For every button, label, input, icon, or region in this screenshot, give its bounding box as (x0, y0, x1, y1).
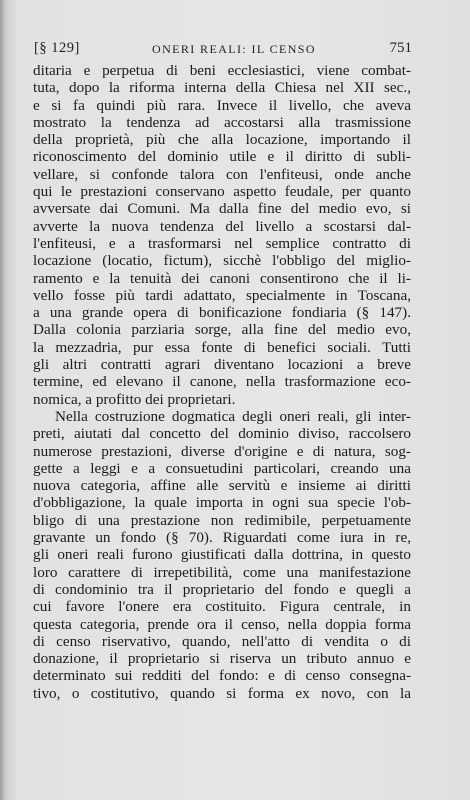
text-line: gli oneri reali furono giustificati dalla dottrina, in questo (33, 546, 411, 564)
text-line: donazione, il proprietario si riserva un tributo annuo e (33, 650, 411, 668)
text-line: nomica, a profitto dei proprietari. (33, 390, 236, 408)
text-line: numerose prestazioni, diverse d'origine e di natura, sog- (33, 442, 411, 460)
text-line: nuova categoria, affine alle servitù e insieme ai diritti (33, 477, 411, 495)
text-line: riconoscimento del dominio utile e il diritto di subli- (33, 148, 411, 166)
text-line: a una grande opera di bonificazione fondiaria (§ 147). (33, 304, 411, 322)
text-line: Dalla colonia parziaria sorge, alla fine del medio evo, (33, 321, 411, 339)
text-line: gette a leggi e a consuetudini particolari, creando una (33, 459, 411, 477)
text-line: gli altri contratti agrari diventano locazioni a breve (33, 356, 411, 374)
text-line: l'enfiteusi, e a trasformarsi nel semplice contratto di (33, 234, 411, 252)
text-line: questa categoria, prende ora il censo, nella doppia forma (33, 615, 411, 633)
text-line: di condominio tra il proprietario del fondo e quegli a (33, 580, 411, 598)
text-line: locazione (locatio, fictum), sicchè l'obbligo del miglio- (33, 252, 411, 270)
page-body (33, 62, 411, 702)
running-title: ONERI REALI: IL CENSO (152, 42, 316, 56)
text-line: tuta, dopo la riforma interna della Chiesa nel XII sec., (33, 79, 411, 97)
text-line: determinato sui redditi del fondo: e di censo consegna- (33, 667, 411, 685)
text-line: della proprietà, più che alla locazione, importando il (33, 131, 411, 149)
text-line: d'obbligazione, la quale importa in ogni sua specie l'ob- (33, 494, 411, 512)
text-line: loro carattere di irrepetibilità, come una manifestazione (33, 563, 411, 581)
text-line: preti, aiutati dal concetto del dominio diviso, raccolsero (33, 425, 411, 443)
text-line: cui favore l'onere era costituito. Figura centrale, in (33, 598, 411, 616)
text-line: vellare, si confonde talora con l'enfiteusi, onde anche (33, 165, 411, 183)
text-line: e si fa quindi più rara. Invece il livello, che aveva (33, 96, 411, 114)
text-line: di censo riservativo, quando, nell'atto di vendita o di (33, 632, 411, 650)
text-line: ditaria e perpetua di beni ecclesiastici, viene combat- (33, 62, 411, 79)
text-line: avversate dai Comuni. Ma dalla fine del medio evo, si (33, 200, 411, 218)
text-line: qui le prestazioni conservano aspetto feudale, per quanto (33, 183, 411, 201)
text-line: avverte la nuova tendenza del livello a scostarsi dal- (33, 217, 411, 235)
text-line: bligo di una prestazione non redimibile, perpetuamente (33, 511, 411, 529)
text-line: gravante un fondo (§ 70). Riguardati come iura in re, (33, 529, 411, 547)
text-line: tivo, o costitutivo, quando si forma ex novo, con la (33, 684, 411, 702)
running-header (34, 40, 412, 60)
section-reference: [§ 129] (34, 40, 80, 56)
text-line: ramento e la tenuità dei canoni consentirono che il li- (33, 269, 411, 287)
text-line: mostrato la tendenza ad accostarsi alla trasmissione (33, 113, 411, 131)
text-line: la mezzadria, pur essa fonte di benefici sociali. Tutti (33, 338, 411, 356)
text-line: vello fosse più tardi adattato, specialmente in Toscana, (33, 286, 411, 304)
text-line: termine, ed elevano il canone, nella trasformazione eco- (33, 373, 411, 391)
text-line: Nella costruzione dogmatica degli oneri reali, gli inter- (55, 407, 411, 425)
page-number: 751 (389, 40, 412, 56)
